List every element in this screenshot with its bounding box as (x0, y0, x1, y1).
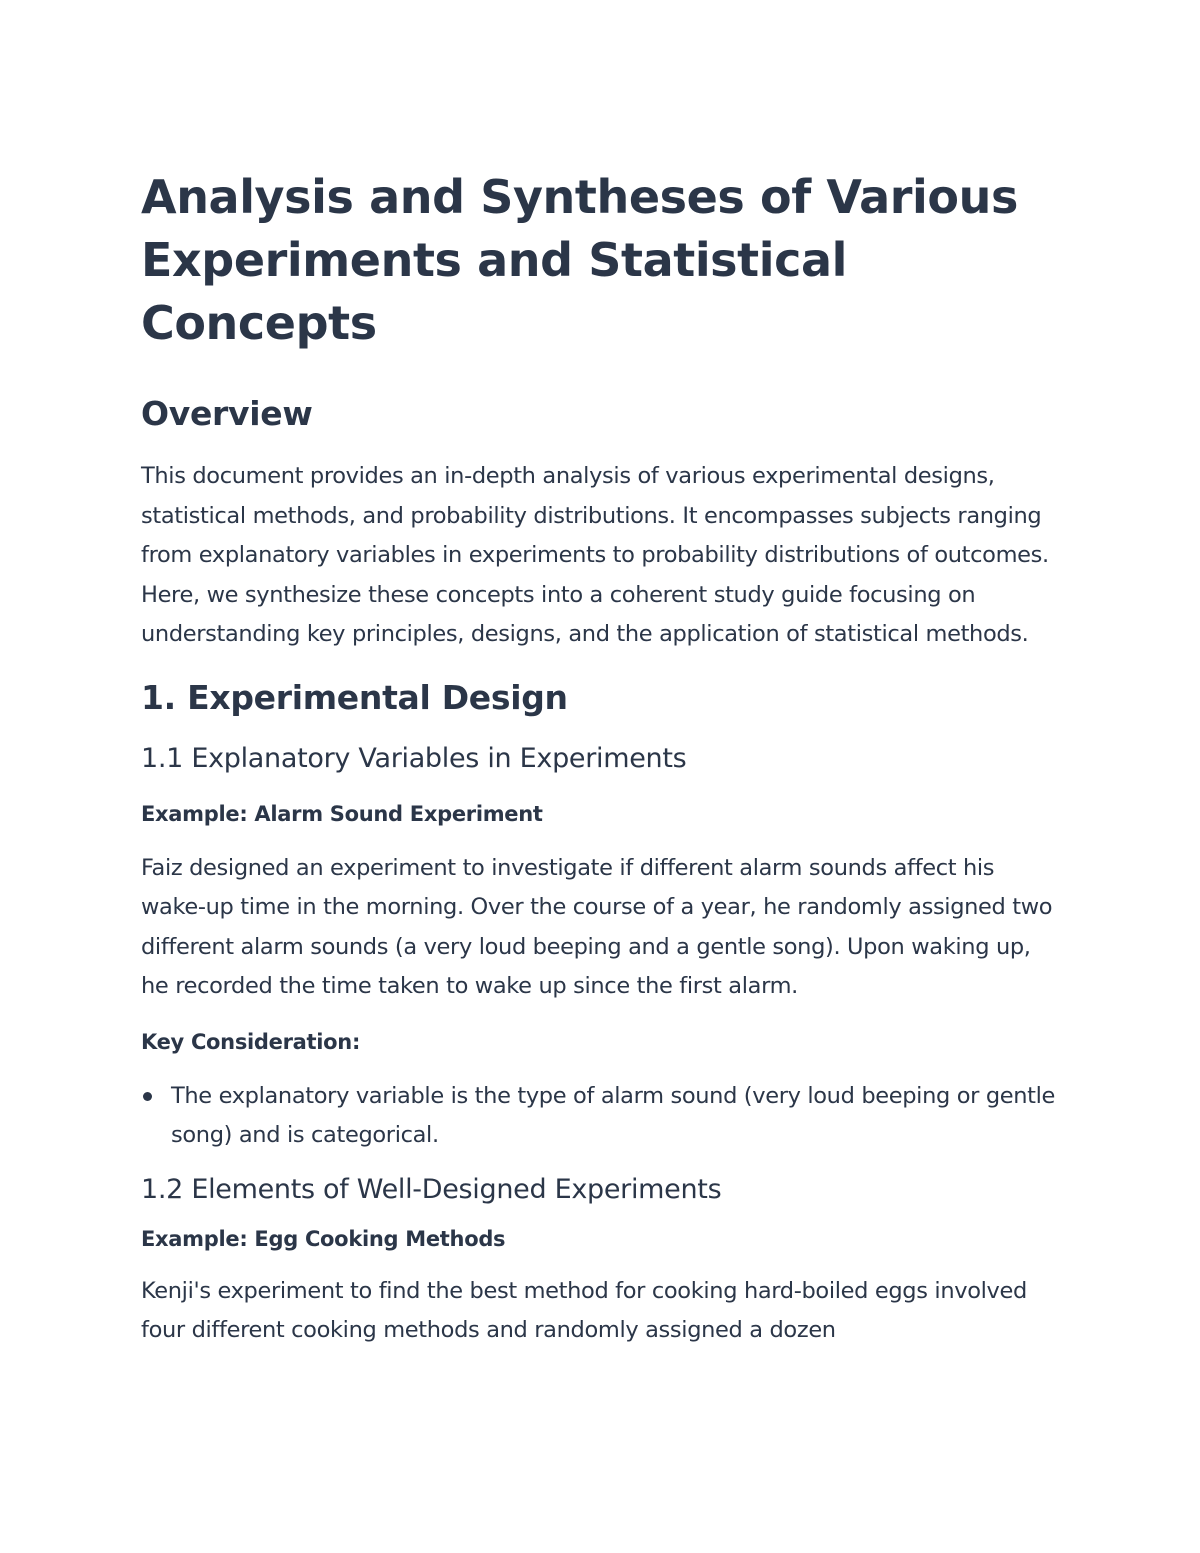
subsection-1-2-heading: 1.2 Elements of Well-Designed Experiments (141, 1173, 722, 1205)
list-item-text: The explanatory variable is the type of alarm sound (very loud beeping or gentle song) and is categorical. (171, 1082, 1056, 1148)
overview-heading: Overview (141, 394, 313, 433)
key-consideration-list (141, 1077, 1061, 1156)
subsection-1-1-heading: 1.1 Explanatory Variables in Experiments (141, 742, 687, 774)
section-1-heading: 1. Experimental Design (141, 677, 568, 717)
key-consideration-label: Key Consideration: (141, 1029, 361, 1054)
example-egg-paragraph: Kenji's experiment to find the best method for cooking hard-boiled eggs involved four different cooking methods and randomly assigned a dozen (141, 1277, 1027, 1343)
example-alarm-paragraph: Faiz designed an experiment to investigate if different alarm sounds affect his wake-up time in the morning. Over the course of a year, he randomly assigned two different alarm sounds (a very loud beeping and a gentle song). Upon waking up, he recorded the time taken to wake up since the first alarm. (141, 854, 1053, 999)
list-item (141, 1077, 1061, 1156)
document-title: Analysis and Syntheses of Various Experiments and Statistical Concepts (141, 170, 1018, 350)
example-alarm-heading: Example: Alarm Sound Experiment (141, 801, 543, 826)
overview-paragraph: This document provides an in-depth analysis of various experimental designs, statistical methods, and probability distributions. It encompasses subjects ranging from explanatory variables in experiments to probability distributions of outcomes. Here, we synthesize these concepts into a coherent study guide focusing on understanding key principles, designs, and the application of statistical methods. (141, 463, 1049, 647)
document-page (141, 166, 1061, 1351)
bullet-icon (143, 1092, 152, 1101)
example-egg-heading: Example: Egg Cooking Methods (141, 1226, 506, 1251)
